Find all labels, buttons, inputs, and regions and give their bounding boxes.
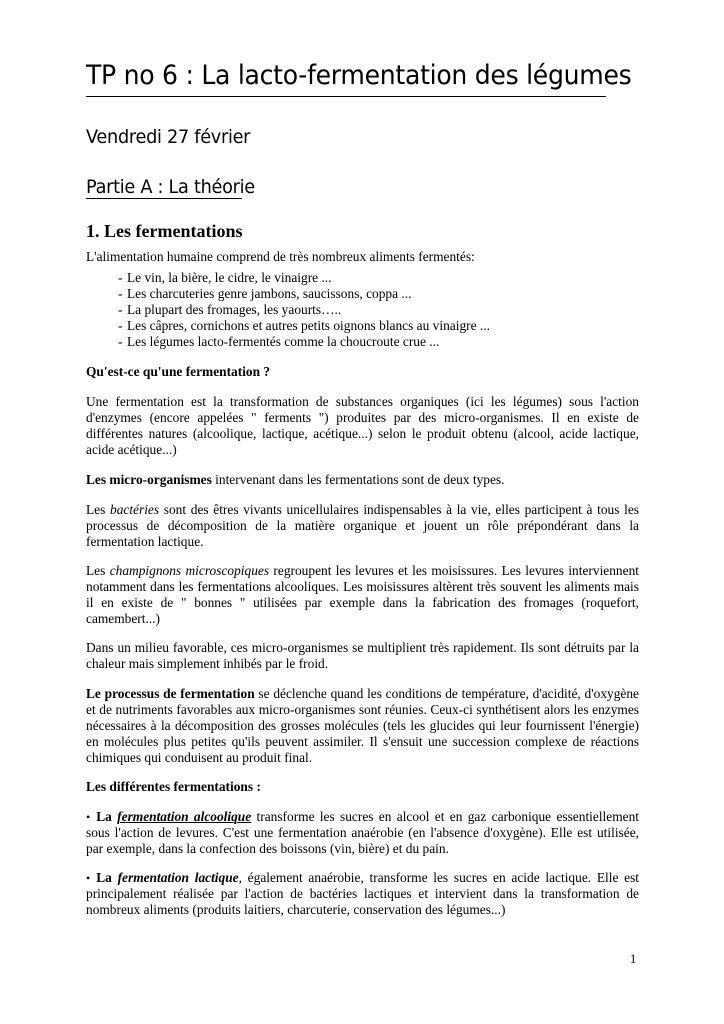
micro-organisms-term: Les micro-organismes bbox=[86, 472, 212, 487]
part-title: Partie A : La théorie bbox=[86, 176, 255, 198]
alcoholic-article: La bbox=[96, 809, 112, 824]
process-paragraph bbox=[86, 686, 639, 766]
lactic-fermentation-text: , également anaérobie, transforme les sucres en acide lactique. Elle est principalement réalisée par l'action de bactéries lactiques et intervient dans la transformation de nombreux aliments (produits laitiers, charcuterie, conservation des légumes...) bbox=[86, 870, 639, 917]
micro-organisms-text: intervenant dans les fermentations sont de deux types. bbox=[211, 472, 505, 487]
bullet-icon: • bbox=[86, 810, 91, 824]
definition-paragraph: Une fermentation est la transformation de substances organiques (ici les légumes) sous l'action d'enzymes (encore appelées " ferments ") produites par des micro-organismes. Il en existe de différentes natures (alcoolique, lactique, acétique...) selon le produit obtenu (alcool, acide lactique, acide acétique...) bbox=[86, 394, 639, 457]
lactic-fermentation-term: fermentation lactique bbox=[117, 870, 239, 885]
title-underline bbox=[86, 96, 606, 97]
part-title-underline bbox=[86, 198, 242, 199]
bullet-icon: • bbox=[86, 871, 91, 885]
fungi-lead: Les bbox=[86, 563, 110, 578]
list-item: - Les charcuteries genre jambons, saucissons, coppa ... bbox=[118, 286, 490, 302]
bacteria-text: sont des êtres vivants unicellulaires indispensables à la vie, elles participent à tous les processus de décomposition de la matière organique et jouent un rôle prépondérant dans la fermentation lactique. bbox=[86, 502, 639, 549]
page-number: 1 bbox=[630, 952, 637, 966]
list-item: - Les légumes lacto-fermentés comme la choucroute crue ... bbox=[118, 334, 490, 350]
process-text: se déclenche quand les conditions de température, d'acidité, d'oxygène et de nutriments favorables aux micro-organismes sont réunies. Ceux-ci synthétisent alors les enzymes nécessaires à la décomposition des grosses molécules (tels les glucides qui leur fournissent l'énergie) en molécules plus petites qu'ils peuvent assimiler. Il s'ensuit une succession complexe de réactions chimiques qui conduisent au produit final. bbox=[86, 686, 639, 765]
document-title: TP no 6 : La lacto-fermentation des légumes bbox=[86, 60, 632, 91]
bacteria-paragraph bbox=[86, 502, 639, 550]
lactic-fermentation-paragraph bbox=[86, 870, 639, 918]
fermentation-types-heading: Les différentes fermentations : bbox=[86, 779, 261, 794]
section-heading: 1. Les fermentations bbox=[86, 221, 243, 241]
bacteria-term: bactéries bbox=[110, 502, 160, 517]
question-heading: Qu'est-ce qu'une fermentation ? bbox=[86, 364, 271, 379]
fermented-foods-list bbox=[118, 270, 490, 350]
list-item: - La plupart des fromages, les yaourts….. bbox=[118, 302, 490, 318]
document-date: Vendredi 27 février bbox=[86, 126, 251, 148]
list-item: - Le vin, la bière, le cidre, le vinaigre ... bbox=[118, 270, 490, 286]
alcoholic-fermentation-text: transforme les sucres en alcool et en gaz carbonique essentiellement sous l'action de levures. C'est une fermentation anaérobie (en l'absence d'oxygène). Elle est utilisée, par exemple, dans la confection des boissons (vin, bière) et du pain. bbox=[86, 809, 639, 856]
intro-text: L'alimentation humaine comprend de très nombreux aliments fermentés: bbox=[86, 249, 475, 264]
lactic-article: La bbox=[96, 870, 112, 885]
fungi-term: champignons microscopiques bbox=[109, 563, 270, 578]
micro-organisms-paragraph bbox=[86, 472, 639, 488]
bacteria-lead: Les bbox=[86, 502, 110, 517]
list-item: - Les câpres, cornichons et autres petits oignons blancs au vinaigre ... bbox=[118, 318, 490, 334]
fungi-text: regroupent les levures et les moisissures. Les levures interviennent notamment dans les fermentations alcooliques. Les moisissures altèrent très souvent les aliments mais il en existe de " bonnes " utilisées par exemple dans la fabrication des fromages (roquefort, camembert...) bbox=[86, 563, 639, 626]
alcoholic-fermentation-paragraph bbox=[86, 809, 639, 857]
alcoholic-fermentation-term: fermentation alcoolique bbox=[117, 809, 252, 824]
process-term: Le processus de fermentation bbox=[86, 686, 255, 701]
favorable-environment-paragraph: Dans un milieu favorable, ces micro-organismes se multiplient très rapidement. Ils sont détruits par la chaleur mais simplement inhibés par le froid. bbox=[86, 640, 639, 671]
fungi-paragraph bbox=[86, 563, 639, 627]
